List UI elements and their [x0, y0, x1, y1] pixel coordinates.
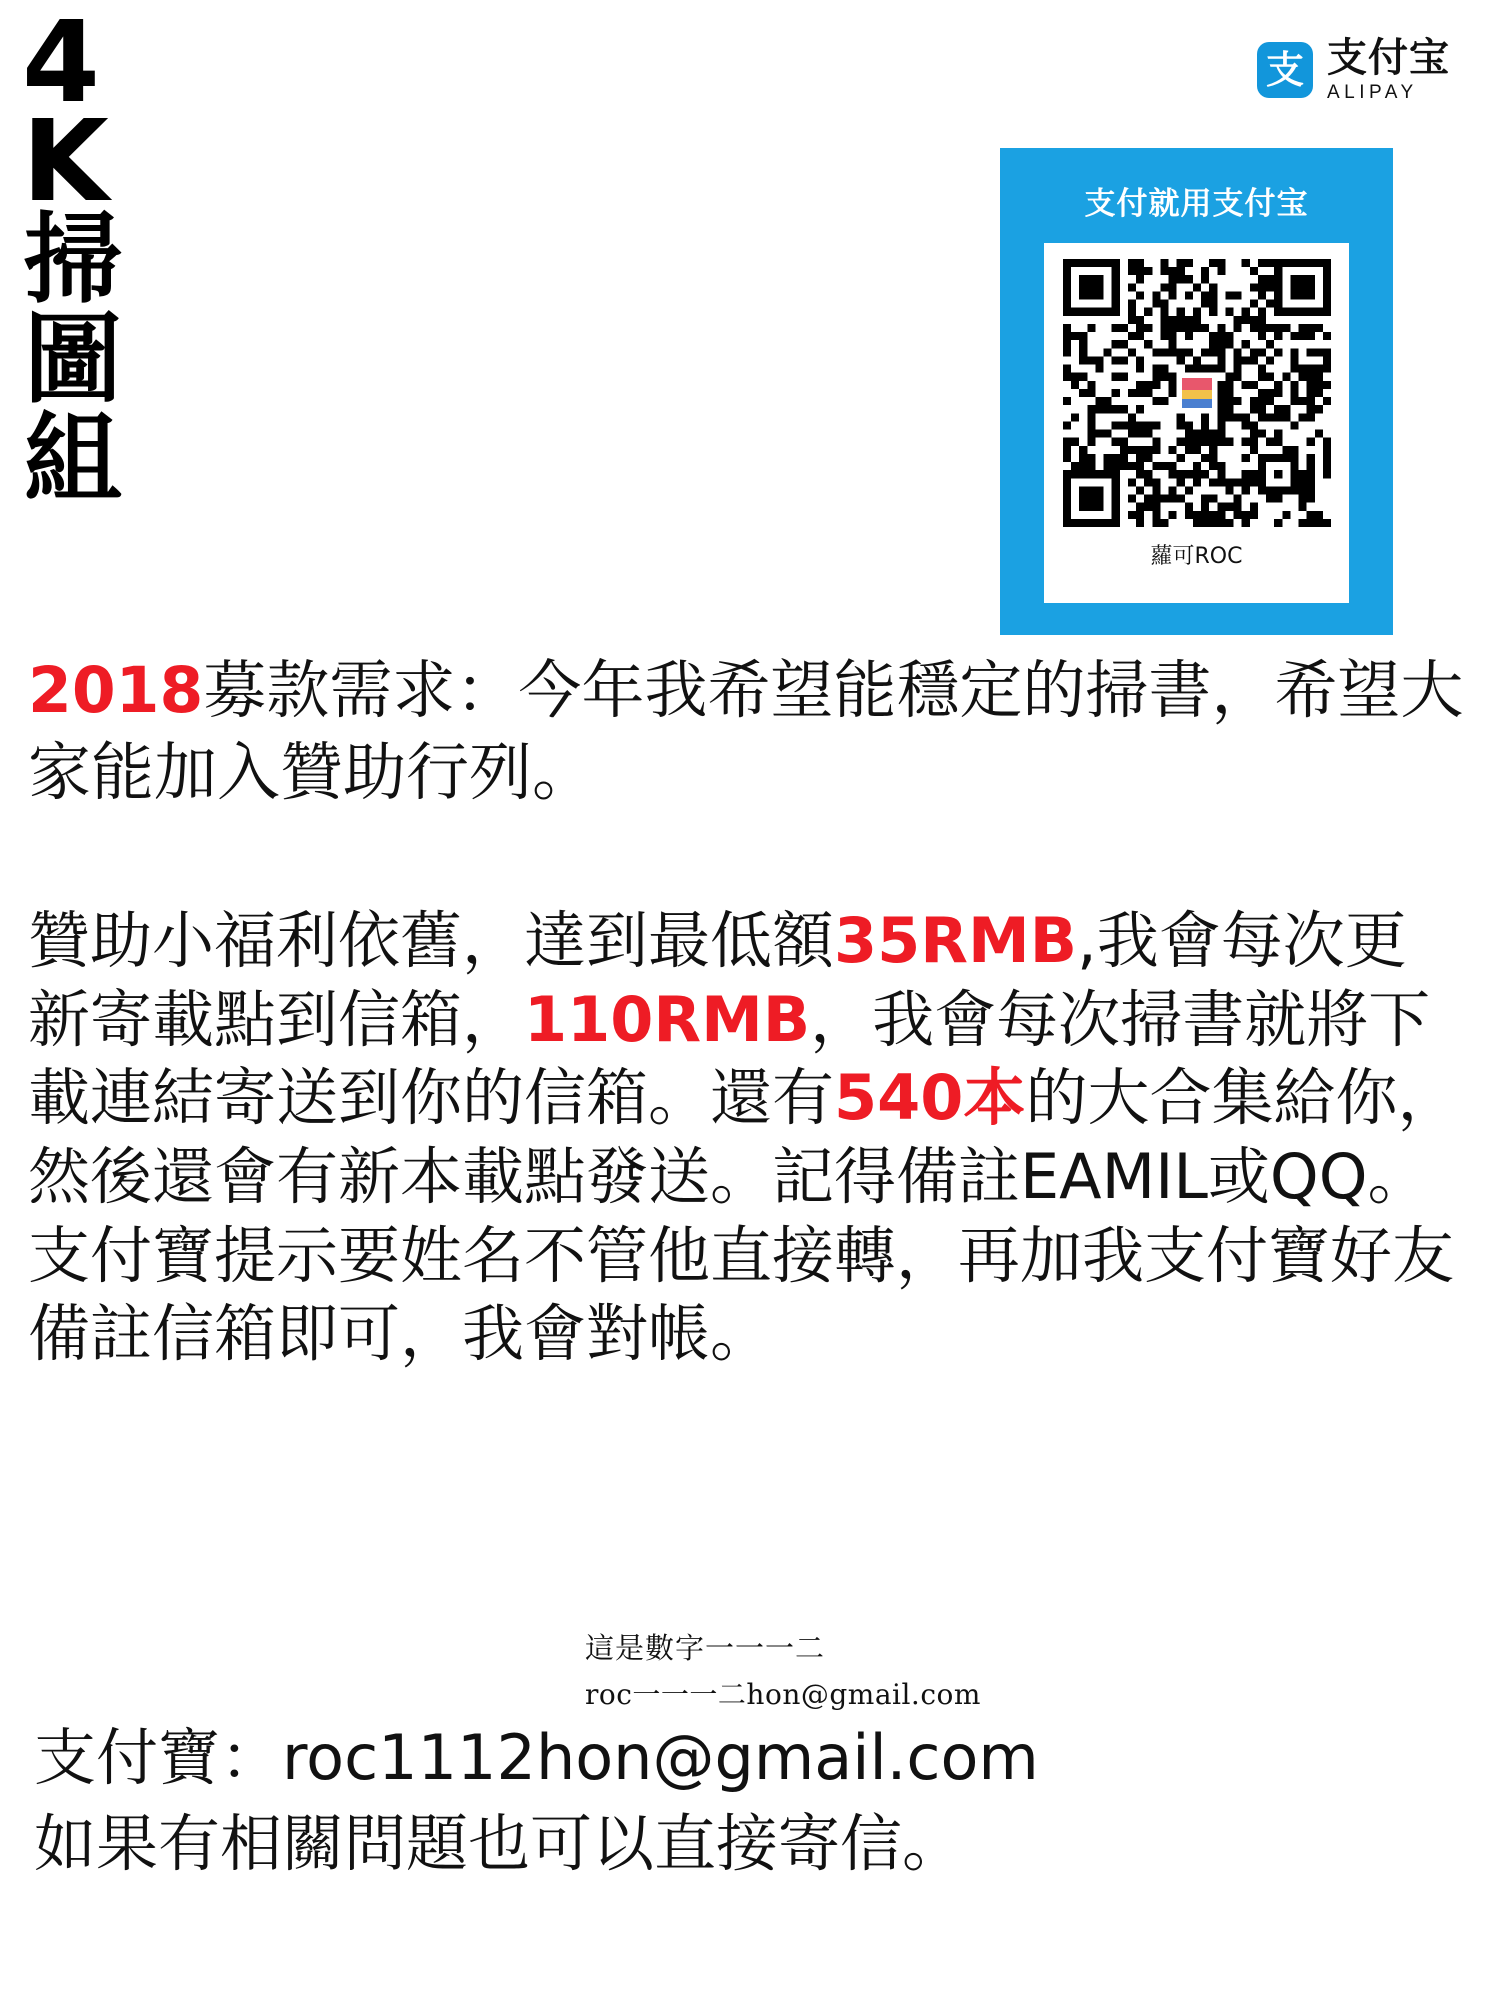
contact-line — [34, 1720, 1474, 1796]
qr-white-panel — [1044, 243, 1349, 603]
detail-part-1: 贊助小福利依舊，達到最低額 — [28, 903, 835, 977]
footer-contact — [34, 1720, 1474, 1881]
title-char-1: 4 — [22, 0, 98, 128]
contact-email[interactable]: roc1112hon@gmail.com — [282, 1721, 1039, 1794]
qr-center-avatar-icon — [1180, 376, 1214, 410]
qr-card-heading: 支付就用支付宝 — [1084, 186, 1309, 222]
paragraph-spacer — [28, 814, 1468, 902]
amount-540books: 540本 — [834, 1061, 1026, 1135]
alipay-wordmark — [1327, 35, 1450, 103]
contact-label: 支付寶： — [34, 1721, 283, 1794]
body-text — [28, 650, 1468, 1374]
title-char-5: 組 — [24, 403, 121, 517]
title-char-4: 圖 — [24, 303, 121, 418]
closing-line: 如果有相關問題也可以直接寄信。 — [34, 1806, 965, 1880]
detail-part-4: 的大合集給你，然後還會有新本載點發送。記得備註EAMIL或QQ。支付寶提示要姓名不管他直接轉，再加我支付寶好友備註信箱即可，我會對帳。 — [28, 1061, 1460, 1371]
amount-110rmb: 110RMB — [524, 982, 811, 1056]
handwritten-note — [585, 1626, 1105, 1713]
note-line-1: 這是數字一一一二 — [585, 1631, 826, 1665]
page-title — [22, 0, 172, 517]
intro-rest: 募款需求：今年我希望能穩定的掃書，希望大家能加入贊助行列。 — [28, 654, 1464, 809]
intro-paragraph — [28, 650, 1468, 814]
qr-account-nickname: 蘿可ROC — [1150, 544, 1243, 569]
alipay-name-cn: 支付宝 — [1327, 35, 1450, 81]
alipay-brand — [1257, 35, 1450, 103]
detail-part-2: ,我會每次更新寄載點到信箱， — [28, 903, 1407, 1056]
detail-paragraph — [28, 902, 1468, 1374]
title-char-2: K — [22, 96, 107, 227]
intro-year: 2018 — [28, 654, 204, 727]
detail-part-3: ，我會每次掃書就將下載連結寄送到你的信箱。還有 — [28, 982, 1431, 1135]
alipay-name-en: ALIPAY — [1327, 82, 1418, 103]
alipay-qr-card — [1000, 148, 1393, 635]
title-char-3: 掃 — [24, 203, 121, 318]
amount-35rmb: 35RMB — [834, 903, 1077, 977]
alipay-logo-icon: 支 — [1257, 42, 1313, 98]
note-line-2: roc一一一二hon@gmail.com — [585, 1678, 981, 1711]
qr-code-image[interactable] — [1063, 259, 1331, 527]
